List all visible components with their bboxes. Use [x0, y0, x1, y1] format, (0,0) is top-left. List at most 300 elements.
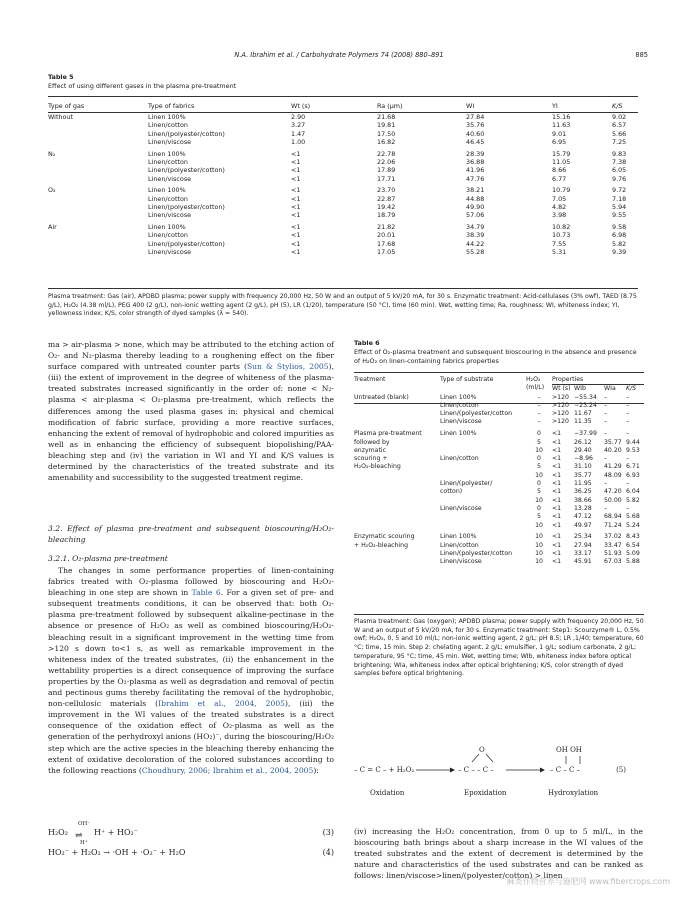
table5-header-rule [48, 112, 638, 113]
equation-4: HO₂⁻ + H₂O₂ → ·OH + ·O₂⁻ + H₂O (4) [48, 848, 334, 857]
reaction-scheme-5: – C = C – + H₂O₂ O – C – – C – OH OH – C – C – (5) Oxidation Epoxidation Hydroxylation [354, 744, 644, 804]
table5-cell: <1 [291, 186, 301, 195]
table6 [354, 376, 644, 567]
table6-cell: 37.02 [604, 533, 622, 541]
table-row [354, 558, 644, 566]
table5-cell: 49.90 [466, 202, 485, 211]
table6-cell: – [604, 401, 608, 409]
table6-cell: – [604, 418, 608, 426]
table6-cell: – [537, 393, 541, 401]
table6-cell [354, 558, 440, 566]
table6-cell: <1 [552, 521, 562, 529]
table6-cell: <1 [552, 541, 562, 549]
table6-cell: 5.24 [626, 521, 640, 529]
table6-cell: Linen/cotton [440, 401, 479, 409]
table6-cell: – [537, 418, 541, 426]
table5-cell: Linen/cotton [148, 231, 188, 240]
table6-cell: 6.71 [626, 463, 640, 471]
table6-cell: 29.40 [574, 446, 592, 454]
table5-cell: Linen/(polyester/cotton) [148, 202, 225, 211]
table5-gas-cell [48, 138, 148, 146]
table6-cell [440, 463, 526, 471]
table5-cell: 6.77 [552, 174, 567, 183]
table5-gas-cell [48, 158, 148, 166]
table5-cell: Linen/cotton [148, 157, 188, 166]
table6-cell: 47.12 [574, 513, 592, 521]
table-row [48, 183, 638, 195]
table5-cell: 27.84 [466, 113, 485, 121]
table6-cell: Linen 100% [440, 393, 477, 401]
table5-header-cell: Type of gas [48, 102, 85, 110]
table5-cell: 10.82 [552, 223, 571, 232]
table5-cell: 7.38 [612, 157, 627, 166]
table-row [354, 418, 644, 426]
table-row [48, 138, 638, 146]
table6-cell [354, 488, 440, 496]
table5-cell: 8.66 [552, 166, 567, 175]
table5-header-cell: Wt (s) [291, 102, 311, 110]
table6-cell: 11.67 [574, 410, 592, 418]
table6-cell: 41.29 [604, 463, 622, 471]
table6-cell: 6.04 [626, 488, 640, 496]
table5-cell: <1 [291, 223, 301, 232]
table6-cell: – [626, 455, 630, 463]
table5-cell: Linen/cotton [148, 194, 188, 203]
table5-cell: 17.05 [377, 247, 396, 256]
table6-cell: Linen 100% [440, 430, 477, 438]
table6-cell: >120 [552, 418, 569, 426]
table6-cell: followed by [354, 438, 390, 446]
table5-cell: Linen/viscose [148, 174, 192, 183]
table5-cell: Linen 100% [148, 149, 186, 158]
table5-gas-cell [48, 166, 148, 174]
table6-footnote: Plasma treatment: Gas (oxygen); APDBD plasma; power supply with frequency 20,000 Hz, 50 W and an output of 5 kV/20 mA, for 30 s. Enzymatic treatment: Step1: Scourzyme® L, 0.5% owf; H₂O₂, 0, 5 and 10 ml/L; non-ionic wetting agent, 2 g/L; pH 8.5; LR ,1/40; temperature, 60 °C; time, 15 min. Step 2: chelating agent, 2 g/L; emulsifier, 1 g/L; sodium carbonate, 2 g/L; temperature, 95 °C; time, 45 min. Wet, wetting time; WIb, whiteness index before optical brightening; WIa, whiteness index after optical brightening; K/S, color strength of dyed samples before optical brightening. [354, 618, 644, 678]
table5-label: Table 5 [48, 73, 74, 81]
table5-cell: Linen 100% [148, 186, 186, 195]
table6-cell [354, 505, 440, 513]
table6-cell: 67.03 [604, 558, 622, 566]
table6-cell: Untreated (blank) [354, 393, 409, 401]
table5-cell: <1 [291, 149, 301, 158]
table6-cell: Plasma pre-treatment [354, 430, 422, 438]
table5-gas-cell [48, 240, 148, 248]
table5-gas-cell [48, 195, 148, 203]
table6-cell: 10 [535, 558, 543, 566]
table6-cell: 38.66 [574, 496, 592, 504]
table6-cell: 5 [537, 513, 541, 521]
table5-cell: 15.79 [552, 149, 571, 158]
table6-cell: 45.91 [574, 558, 592, 566]
table5-gas-cell [48, 121, 148, 129]
table5-cell: Linen/(polyester/cotton) [148, 129, 225, 138]
table5-cell: 6.57 [612, 121, 627, 130]
table5-cell: 3.27 [291, 121, 306, 130]
table5-cell: 19.81 [377, 121, 396, 130]
table5 [48, 100, 638, 256]
table5-cell: 5.94 [612, 202, 627, 211]
table6-cell: <1 [552, 558, 562, 566]
table6-cell: – [604, 455, 608, 463]
table5-cell: 18.79 [377, 211, 396, 220]
table-row [354, 513, 644, 521]
table5-cell: <1 [291, 239, 301, 248]
table6-cell: <1 [552, 480, 562, 488]
table6-cell: 6.54 [626, 541, 640, 549]
table6-cell: 25.34 [574, 533, 592, 541]
table5-cell: 44.22 [466, 239, 485, 248]
table5-cell: <1 [291, 231, 301, 240]
table5-cell: 47.76 [466, 174, 485, 183]
table5-cell: 23.70 [377, 186, 396, 195]
table-row [354, 550, 644, 558]
table-row [354, 488, 644, 496]
table6-cell [354, 480, 440, 488]
table5-cell: 20.01 [377, 231, 396, 240]
table6-cell: 5 [537, 463, 541, 471]
table6-cell: <1 [552, 513, 562, 521]
table5-cell: 40.60 [466, 129, 485, 138]
table6-cell: Linen/cotton [440, 455, 479, 463]
table5-top-rule [48, 96, 638, 97]
table5-cell: 9.01 [552, 129, 567, 138]
table6-cell: 49.97 [574, 521, 592, 529]
table-row [354, 505, 644, 513]
table6-title: Effect of O₂-plasma treatment and subsequent bioscouring in the absence and presence of H₂O₂ on linen-containing fabrics properties [354, 348, 637, 365]
table5-cell: 9.83 [612, 149, 627, 158]
table-row [354, 480, 644, 488]
table5-cell: 34.79 [466, 223, 485, 232]
table6-cell: 9.44 [626, 438, 640, 446]
table6-cell: 10 [535, 521, 543, 529]
table5-cell: 36.88 [466, 157, 485, 166]
table5-cell: Linen/(polyester/cotton) [148, 166, 225, 175]
table-row [48, 203, 638, 211]
table5-cell: Linen/cotton [148, 121, 188, 130]
table6-cell: 0 [537, 480, 541, 488]
table-row [354, 427, 644, 439]
table-row [48, 240, 638, 248]
table5-cell: 55.28 [466, 247, 485, 256]
table6-cell [440, 522, 526, 530]
table5-cell: Linen 100% [148, 223, 186, 232]
page-number: 885 [635, 51, 648, 59]
table6-cell: 10 [535, 446, 543, 454]
table6-cell: 10 [535, 471, 543, 479]
table6-cell: 35.77 [604, 438, 622, 446]
table5-gas-cell: Air [48, 223, 57, 232]
table-row [354, 530, 644, 542]
table6-cell [354, 497, 440, 505]
table6-cell: <1 [552, 488, 562, 496]
table6-cell: −23.24 [574, 401, 597, 409]
table6-cell: 35.77 [574, 471, 592, 479]
table5-cell: 57.06 [466, 211, 485, 220]
table5-header-cell: WI [466, 102, 475, 110]
table-row [354, 394, 644, 402]
table5-cell: 16.82 [377, 137, 396, 146]
table6-cell: 9.53 [626, 446, 640, 454]
table5-cell: 41.96 [466, 166, 485, 175]
table5-cell: 4.82 [552, 202, 567, 211]
table5-cell: 9.39 [612, 247, 627, 256]
table6-cell: 5 [537, 488, 541, 496]
table6-cell: 50.00 [604, 496, 622, 504]
citation-link[interactable]: Choudhury, 2006; Ibrahim et al., 2004, 2005 [141, 765, 314, 775]
table-reference-link[interactable]: Table 6 [191, 588, 221, 598]
body-paragraph-right: (iv) increasing the H₂O₂ concentration, from 0 up to 5 ml/L, in the bioscouring bath brings about a sharp increase in the WI values of the treated substrates and the extent of decrement is determined by the nature and characteristics of the used substrates and can be ranked as follows: linen/viscose>linen/(polyester/cotton) > linen [354, 827, 643, 881]
table5-cell: 15.16 [552, 113, 571, 121]
table5-gas-cell [48, 130, 148, 138]
table6-cell: scouring + [354, 455, 388, 463]
table5-caption [48, 73, 638, 91]
body-paragraph-1: ma > air-plasma > none, which may be attributed to the etching action of O₂- and N₂-plasma thereby leading to a roughening effect on the fiber surface compared with untreated counter parts (Sun & Stylios, 2005), (iii) the extent of improvement in the degree of whiteness of the plasma-treated substrates increased significantly in the order of: none < N₂-plasma < air-plasma < O₂-plasma pre-treatment, which reflects the differences among the used plasma gases in: physical and chemical modification of fabric surface, providing a more reactive surfaces, enhancing the extent of removal of hydrophobic and colored impurities as well as in enhancing the efficiency of subsequent biopolishing/PAA-bleaching step and (iv) the variation in WI and YI and K/S values is determined by the characteristics of the treated substrate and its amenability and successibility to the suggested treatment regime. [48, 340, 334, 483]
table6-cell: Linen/(polyester/cotton [440, 410, 513, 418]
table6-cell: 27.94 [574, 541, 592, 549]
table6-cell: 31.10 [574, 463, 592, 471]
table5-cell: 28.39 [466, 149, 485, 158]
table5-gas-cell: N₂ [48, 149, 56, 158]
table5-cell: 5.31 [552, 247, 567, 256]
table5-cell: 17.89 [377, 166, 396, 175]
table5-cell: 7.18 [612, 194, 627, 203]
table5-cell: 11.05 [552, 157, 571, 166]
table6-cell: – [537, 410, 541, 418]
table-row [354, 439, 644, 447]
table6-cell: – [626, 401, 630, 409]
table6-cell: 33.17 [574, 549, 592, 557]
table6-subheader-row: Wt (s) WIb WIa K/S [552, 385, 637, 393]
table6-cell: 51.93 [604, 549, 622, 557]
table5-cell: 9.76 [612, 174, 627, 183]
table6-label: Table 6 [354, 339, 380, 347]
table6-cell: 8.43 [626, 533, 640, 541]
table6-cell: cotton) [440, 488, 463, 496]
table5-gas-cell [48, 231, 148, 239]
table6-cell: 71.24 [604, 521, 622, 529]
table6-cell: 6.93 [626, 471, 640, 479]
table5-cell: 17.68 [377, 239, 396, 248]
table6-cell: 47.20 [604, 488, 622, 496]
table6-cell: Linen/(polyester/cotton [440, 549, 513, 557]
table-row [354, 455, 644, 463]
table6-cell: Linen/viscose [440, 418, 482, 426]
table6-cell: enzymatic [354, 446, 387, 454]
table5-title: Effect of using different gases in the plasma pre-treatment [48, 82, 237, 90]
table6-cell: >120 [552, 393, 569, 401]
table6-cell [354, 513, 440, 521]
table6-cell [440, 439, 526, 447]
table5-cell: 1.47 [291, 129, 306, 138]
table5-cell: <1 [291, 174, 301, 183]
table5-cell: 7.55 [552, 239, 567, 248]
table5-header-cell: K/S [612, 102, 623, 110]
table6-cell: 0 [537, 455, 541, 463]
table5-cell: 5.66 [612, 129, 627, 138]
table5-cell: Linen 100% [148, 113, 186, 121]
table6-cell: 5 [537, 438, 541, 446]
table5-cell: 9.55 [612, 211, 627, 220]
table5-header-cell: Ra (μm) [377, 102, 403, 110]
table6-header-rule [354, 403, 644, 404]
table6-cell: <1 [552, 533, 562, 541]
table5-cell: <1 [291, 202, 301, 211]
table5-cell: 9.72 [612, 186, 627, 195]
table6-bottom-rule [354, 614, 644, 615]
table6-cell: Linen/(polyester/ [440, 480, 493, 488]
table6-cell: – [626, 410, 630, 418]
table6-cell [440, 472, 526, 480]
table5-cell: 22.06 [377, 157, 396, 166]
table6-cell [354, 522, 440, 530]
table6-cell: 10 [535, 541, 543, 549]
table-row [48, 211, 638, 219]
table5-cell: 10.73 [552, 231, 571, 240]
table5-cell: 21.68 [377, 113, 396, 121]
table6-cell: – [604, 480, 608, 488]
table5-header-cell: Type of fabrics [148, 102, 195, 110]
table5-cell: 38.39 [466, 231, 485, 240]
table6-cell: 11.95 [574, 480, 592, 488]
table5-gas-cell [48, 211, 148, 219]
table6-cell: <1 [552, 446, 562, 454]
table5-cell: 19.42 [377, 202, 396, 211]
table5-cell: 6.98 [612, 231, 627, 240]
table6-cell: – [626, 418, 630, 426]
table6-cell [354, 472, 440, 480]
table6-cell: <1 [552, 471, 562, 479]
table-row [354, 463, 644, 471]
table5-cell: 5.82 [612, 239, 627, 248]
table6-cell: Linen/cotton [440, 541, 479, 549]
table6-cell: – [626, 430, 630, 438]
table6-cell: 13.28 [574, 504, 592, 512]
table5-cell: 7.05 [552, 194, 567, 203]
table5-gas-cell [48, 175, 148, 183]
table-row [354, 497, 644, 505]
table6-cell: 11.35 [574, 418, 592, 426]
table6-cell: 33.47 [604, 541, 622, 549]
table6-cell: – [626, 393, 630, 401]
table6-cell: <1 [552, 504, 562, 512]
table6-cell: + H₂O₂-bleaching [354, 541, 409, 549]
table5-cell: Linen/viscose [148, 137, 192, 146]
table5-header-cell: YI [552, 102, 558, 110]
table5-cell: <1 [291, 247, 301, 256]
table-row [48, 113, 638, 121]
table6-caption [354, 339, 644, 366]
table5-cell: Linen/(polyester/cotton) [148, 239, 225, 248]
table6-cell: – [626, 504, 630, 512]
table5-cell: <1 [291, 166, 301, 175]
table-row [354, 447, 644, 455]
table6-cell: – [537, 401, 541, 409]
table5-gas-cell: O₂ [48, 186, 56, 195]
table-row [48, 231, 638, 239]
table5-cell: 17.50 [377, 129, 396, 138]
table5-cell: Linen/viscose [148, 247, 192, 256]
table5-cell: 46.45 [466, 137, 485, 146]
table-row [48, 130, 638, 138]
table5-gas-cell [48, 203, 148, 211]
table6-cell: 48.09 [604, 471, 622, 479]
table6-cell [354, 410, 440, 418]
table5-cell: 21.82 [377, 223, 396, 232]
table5-cell: <1 [291, 211, 301, 220]
table-row [354, 542, 644, 550]
table6-cell: – [626, 480, 630, 488]
citation-link[interactable]: Sun & Stylios, 2005 [246, 362, 329, 372]
table5-bottom-rule [48, 288, 638, 289]
table6-cell: <1 [552, 549, 562, 557]
table6-cell: H₂O₂-bleaching [354, 463, 401, 471]
table6-cell: 5.88 [626, 558, 640, 566]
table6-cell: 40.20 [604, 446, 622, 454]
table5-gas-cell: Without [48, 113, 73, 121]
table5-cell: 9.02 [612, 113, 627, 121]
table6-cell: <1 [552, 455, 562, 463]
table-row [48, 158, 638, 166]
table5-cell: 9.58 [612, 223, 627, 232]
table6-cell [354, 418, 440, 426]
table5-cell: 22.78 [377, 149, 396, 158]
table-row [48, 195, 638, 203]
table6-cell: 26.12 [574, 438, 592, 446]
table5-footnote: Plasma treatment: Gas (air), APDBD plasma; power supply with frequency 20,000 Hz, 50 W and an output of 5 kV/20 mA, for 30 s. Enzymatic treatment: Acid-cellulases (3% owf), TAED (8.75 g/L), H₂O₂ (4.38 ml/L), PEG 400 (2 g/L), non-ionic wetting agent (2 g/L), pH (5), LR (1/20), temperature (50 °C), time (60 min). Wet, wetting time; Ra, roughness; WI, whiteness index; YI, yellowness index; K/S, color strength of dyed samples (λ = 540). [48, 293, 637, 318]
table6-cell: – [604, 430, 608, 438]
table5-cell: <1 [291, 194, 301, 203]
table6-cell: 5.68 [626, 513, 640, 521]
citation-link[interactable]: Ibrahim et al., 2004, 2005 [158, 699, 286, 709]
table6-cell [440, 513, 526, 521]
section-heading: 3.2. Effect of plasma pre-treatment and subsequent bioscouring/H₂O₂-bleaching [48, 524, 334, 544]
table5-cell: 10.79 [552, 186, 571, 195]
table6-cell: – [604, 504, 608, 512]
table6-cell: −8.96 [574, 455, 593, 463]
table6-cell [440, 497, 526, 505]
table6-cell: 10 [535, 496, 543, 504]
table5-cell: <1 [291, 157, 301, 166]
table-row [48, 146, 638, 158]
table5-cell: 6.95 [552, 137, 567, 146]
table6-cell: 10 [535, 533, 543, 541]
table6-cell: 10 [535, 549, 543, 557]
table6-cell: <1 [552, 463, 562, 471]
table5-cell: 11.63 [552, 121, 571, 130]
table6-cell: – [604, 393, 608, 401]
table6-cell: −37.99 [574, 430, 597, 438]
table6-cell: Linen 100% [440, 533, 477, 541]
table6-header-row: Treatment Type of substrate H₂O₂ (ml/L) Properties [354, 376, 644, 385]
table5-cell: 38.21 [466, 186, 485, 195]
table-row [354, 472, 644, 480]
table6-cell: Enzymatic scouring [354, 533, 415, 541]
table5-cell: 6.05 [612, 166, 627, 175]
table-row [48, 121, 638, 129]
table6-cell [440, 447, 526, 455]
table6-cell: 68.94 [604, 513, 622, 521]
table5-cell: 22.87 [377, 194, 396, 203]
table6-cell: 5.09 [626, 549, 640, 557]
table6-cell: <1 [552, 438, 562, 446]
table5-gas-cell [48, 248, 148, 256]
table5-cell: 2.90 [291, 113, 306, 121]
table5-cell: 1.00 [291, 137, 306, 146]
table6-cell: >120 [552, 410, 569, 418]
journal-citation: N.A. Ibrahim et al. / Carbohydrate Polymers 74 (2008) 880–891 [234, 51, 444, 59]
table6-cell: −55.34 [574, 393, 597, 401]
table6-cell: – [604, 410, 608, 418]
table5-cell: 3.98 [552, 211, 567, 220]
